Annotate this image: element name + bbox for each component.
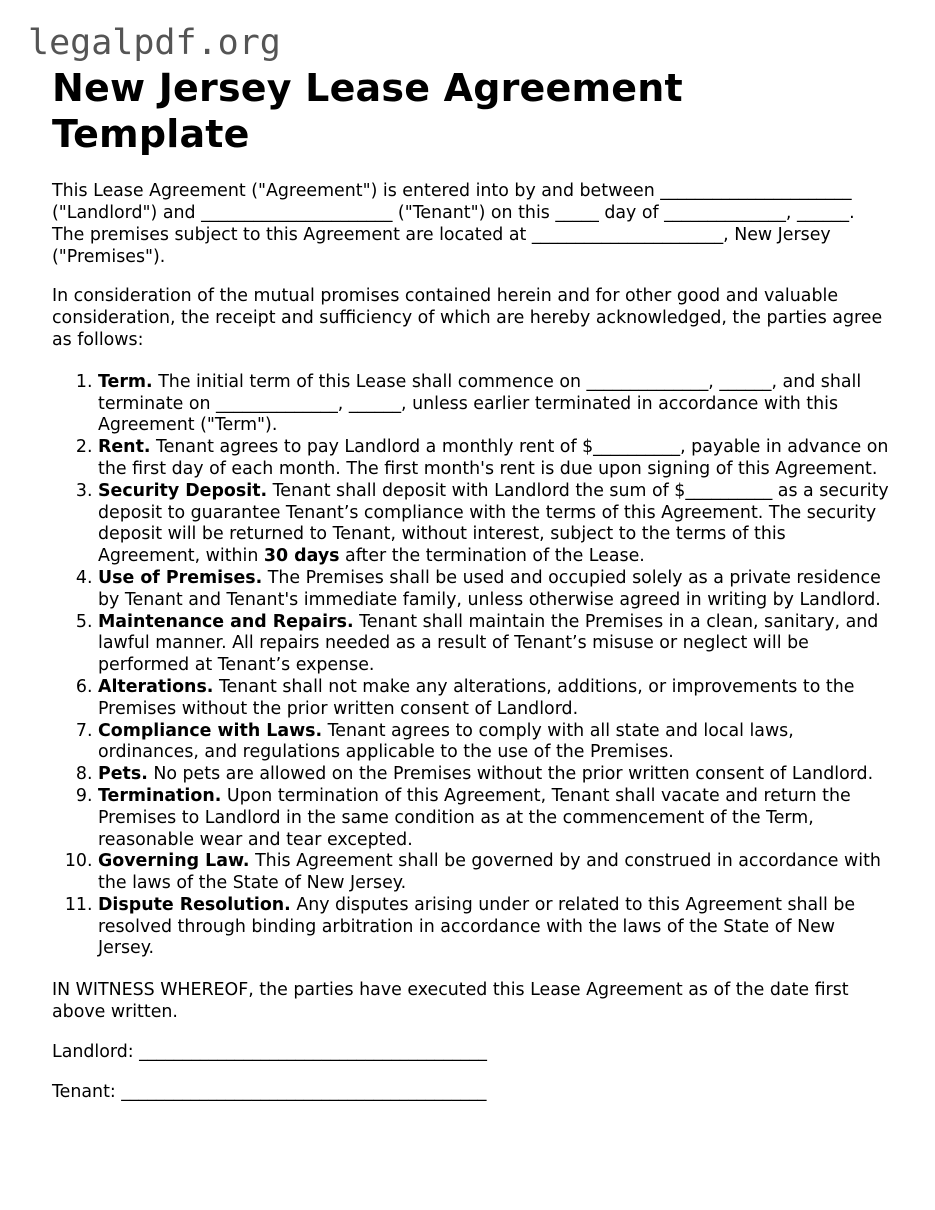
- clause-heading: Maintenance and Repairs.: [98, 611, 354, 632]
- clause-text: The Premises shall be used and occupied solely as a private residence by Tenant and Tenant's immediate family, unless otherwise agreed in writing by Landlord.: [98, 567, 881, 610]
- clause-item: [98, 895, 892, 960]
- clause-text: This Agreement shall be governed by and construed in accordance with the laws of the State of New Jersey.: [98, 851, 881, 894]
- landlord-signature-line: Landlord: ________________________________________: [52, 1041, 487, 1062]
- watermark: legalpdf.org: [28, 23, 281, 63]
- clause-item: [98, 481, 892, 568]
- clause-item: [98, 786, 892, 851]
- clause-heading: Termination.: [98, 785, 222, 806]
- clause-text: Tenant agrees to comply with all state and local laws, ordinances, and regulations applicable to the use of the Premises.: [98, 720, 794, 763]
- clause-text: No pets are allowed on the Premises without the prior written consent of Landlord.: [153, 764, 874, 785]
- clause-item: [98, 437, 892, 481]
- clause-heading: Dispute Resolution.: [98, 894, 291, 915]
- clause-heading: Pets.: [98, 764, 148, 785]
- clause-item: [98, 372, 892, 437]
- page-title: New Jersey Lease Agreement Template: [52, 66, 683, 156]
- clause-heading: Use of Premises.: [98, 567, 263, 588]
- clause-item: [98, 612, 892, 677]
- clause-bold-inline: 30 days: [263, 546, 340, 567]
- clause-item: [98, 851, 892, 895]
- clause-heading: Rent.: [98, 437, 151, 458]
- clause-heading: Governing Law.: [98, 851, 250, 872]
- clause-item: [98, 568, 892, 612]
- clause-text: Upon termination of this Agreement, Tenant shall vacate and return the Premises to Landlord in the same condition as at the commencement of the Term, reasonable wear and tear excepted.: [98, 785, 851, 850]
- clause-text: Any disputes arising under or related to this Agreement shall be resolved through binding arbitration in accordance with the laws of the State of New Jersey.: [98, 894, 856, 959]
- tenant-signature-line: Tenant: __________________________________________: [52, 1081, 487, 1102]
- clause-heading: Term.: [98, 371, 153, 392]
- clause-text: Tenant shall deposit with Landlord the sum of $__________ as a security deposit to guarantee Tenant’s compliance with the terms of this Agreement. The security deposit will be returned to Tenant, without interest, subject to the terms of this Agreement, within: [98, 480, 889, 567]
- witness-paragraph: IN WITNESS WHEREOF, the parties have executed this Lease Agreement as of the date first above written.: [52, 980, 849, 1023]
- document-page: [52, 66, 892, 1103]
- clause-heading: Security Deposit.: [98, 480, 268, 501]
- consideration-paragraph: In consideration of the mutual promises contained herein and for other good and valuable consideration, the receipt and sufficiency of which are hereby acknowledged, the parties agree as follows:: [52, 286, 883, 350]
- clause-list: [52, 372, 892, 961]
- clause-item: [98, 677, 892, 721]
- clause-text: Tenant shall maintain the Premises in a clean, sanitary, and lawful manner. All repairs needed as a result of Tenant’s misuse or neglect will be performed at Tenant’s expense.: [98, 611, 879, 676]
- clause-text: Tenant shall not make any alterations, additions, or improvements to the Premises without the prior written consent of Landlord.: [98, 676, 855, 719]
- clause-item: [98, 721, 892, 765]
- intro-paragraph: This Lease Agreement ("Agreement") is entered into by and between ______________________ ("Landlord") and ______________________ ("Tenant") on this _____ day of ______________, ______. The premises subject to this Agreement are located at ______________________, New Jersey ("Premises").: [52, 181, 855, 267]
- clause-text-after: after the termination of the Lease.: [345, 546, 645, 567]
- clause-heading: Alterations.: [98, 676, 214, 697]
- clause-text: Tenant agrees to pay Landlord a monthly rent of $__________, payable in advance on the first day of each month. The first month's rent is due upon signing of this Agreement.: [98, 437, 889, 479]
- clause-heading: Compliance with Laws.: [98, 720, 323, 741]
- clause-text: The initial term of this Lease shall commence on ______________, ______, and shall terminate on ______________, ______, unless earlier terminated in accordance with this Agreement ("Term").: [98, 371, 862, 436]
- clause-item: [98, 764, 892, 786]
